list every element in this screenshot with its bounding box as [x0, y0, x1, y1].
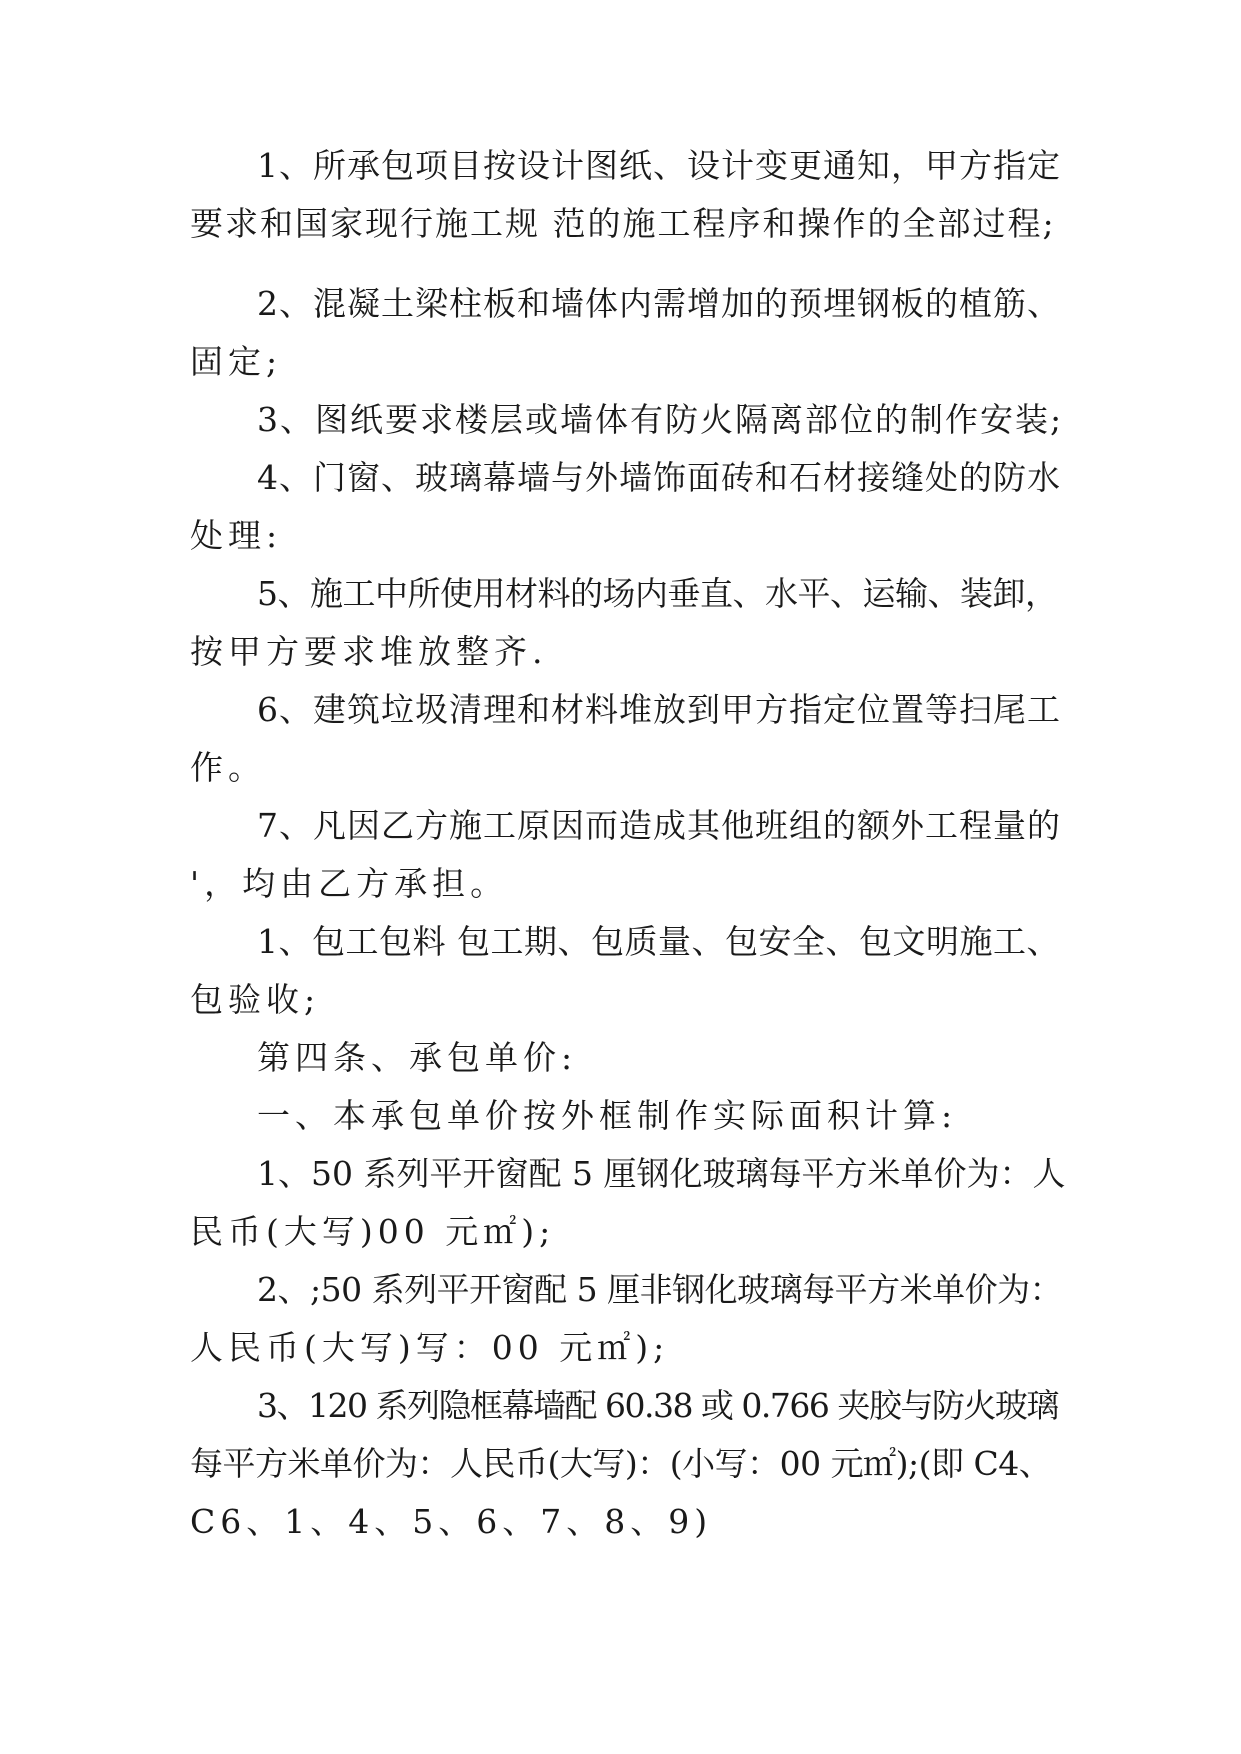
text-line: 每平方米单价为：人民币(大写)：(小写：00 元㎡);(即 C4、: [190, 1444, 1052, 1483]
text-line: 6、建筑垃圾清理和材料堆放到甲方指定位置等扫尾工: [257, 690, 1061, 729]
text-line: 4、门窗、玻璃幕墙与外墙饰面砖和石材接缝处的防水: [257, 458, 1061, 497]
text-line: 3、图纸要求楼层或墙体有防火隔离部位的制作安装;: [257, 400, 1064, 439]
text-line: 第四条、承包单价:: [257, 1038, 578, 1077]
text-line: 1、50 系列平开窗配 5 厘钢化玻璃每平方米单价为：人: [257, 1154, 1066, 1193]
text-line: 处理:: [190, 516, 283, 555]
text-line: 5、施工中所使用材料的场内垂直、水平、运输、装卸，: [257, 574, 1058, 613]
text-line: 作。: [190, 748, 266, 787]
text-line: 2、;50 系列平开窗配 5 厘非钢化玻璃每平方米单价为：: [257, 1270, 1063, 1309]
text-line: 2、混凝土梁柱板和墙体内需增加的预埋钢板的植筋、: [257, 284, 1061, 323]
text-line: 1、所承包项目按设计图纸、设计变更通知，甲方指定: [257, 146, 1061, 185]
text-line: 包验收;: [190, 980, 321, 1019]
text-line: 7、凡因乙方施工原因而造成其他班组的额外工程量的: [257, 806, 1061, 845]
text-line: C6、1、4、5、6、7、8、9): [190, 1502, 713, 1541]
text-line: 固定;: [190, 342, 283, 381]
text-line: 3、120 系列隐框幕墙配 60.38 或 0.766 夹胶与防火玻璃: [257, 1386, 1058, 1425]
text-line: 按甲方要求堆放整齐.: [190, 632, 548, 671]
text-line: 民币(大写)00 元㎡);: [190, 1212, 556, 1251]
text-line: 1、包工包料 包工期、包质量、包安全、包文明施工、: [257, 922, 1060, 961]
text-line: '，均由乙方承担。: [190, 864, 509, 903]
text-line: 要求和国家现行施工规 范的施工程序和操作的全部过程;: [190, 204, 1056, 243]
text-line: 一、本承包单价按外框制作实际面积计算:: [257, 1096, 958, 1135]
text-line: 人民币(大写)写：00 元㎡);: [190, 1328, 670, 1367]
